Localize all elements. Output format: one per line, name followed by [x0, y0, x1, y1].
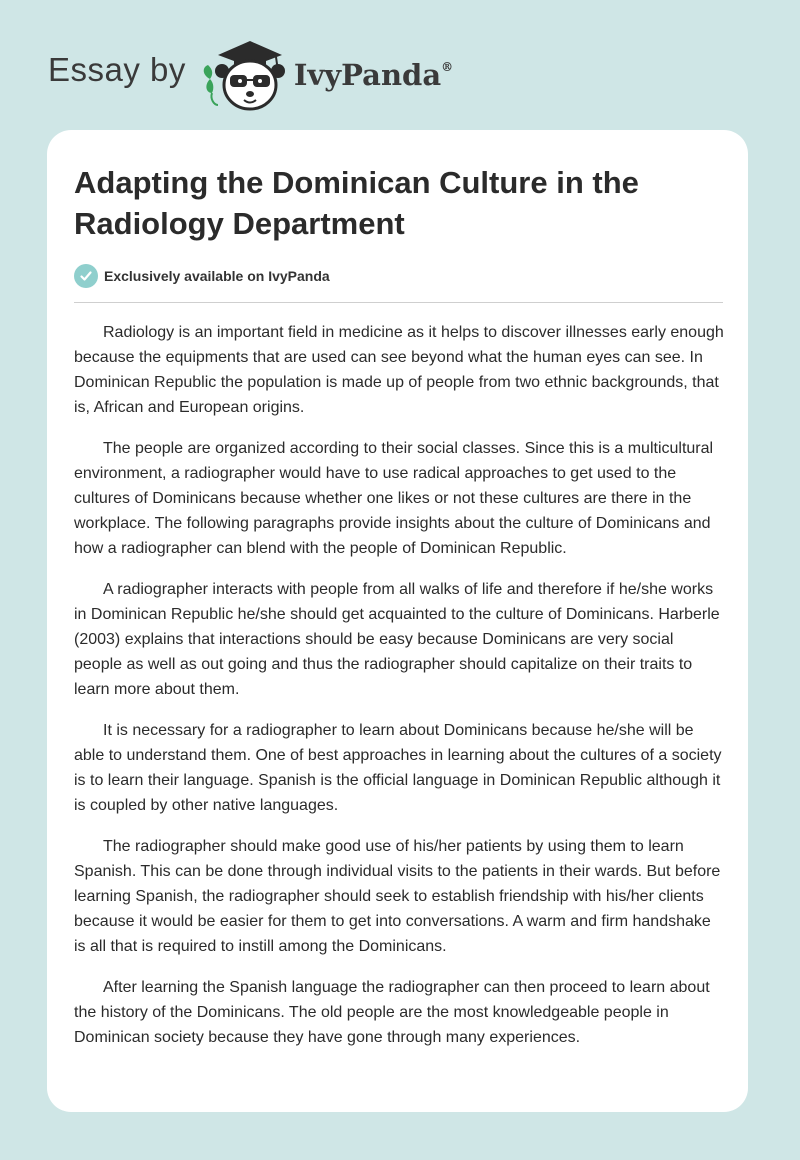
paragraph: A radiographer interacts with people from all walks of life and therefore if he/she works in Dominican Republic he/she should get acquainted to the culture of Dominicans. Harberle (2003) explains that interactions should be easy because Dominicans are very social people as well as out going and thus the radiographer should capitalize on their traits to learn more about them.	[74, 581, 720, 698]
paragraph: The people are organized according to their social classes. Since this is a multicultural environment, a radiographer would have to use radical approaches to get used to the cultures of Dominicans because whether one likes or not these cultures are there in the workplace. The following paragraphs provide insights about the culture of Dominicans and how a radiographer can blend with the people of Dominican Republic.	[74, 440, 714, 557]
essay-by-label: Essay by	[48, 51, 186, 88]
brand-name: IvyPanda®	[293, 58, 454, 92]
paragraph: It is necessary for a radiographer to learn about Dominicans because he/she will be able to understand them. One of best approaches in learning about the cultures of a society is to learn their language. Spanish is the official language in Dominican Republic although it is coupled by other native languages.	[74, 722, 722, 814]
panda-graduate-icon	[200, 35, 288, 113]
ivypanda-logo[interactable]	[200, 35, 453, 113]
exclusive-label: Exclusively available on IvyPanda	[104, 268, 330, 284]
paragraph: The radiographer should make good use of his/her patients by using them to learn Spanish. This can be done through individual visits to the patients in their wards. But before learning Spanish, the radiographer should seek to establish friendship with his/her clients because it would be easier for them to get into conversations. A warm and firm handshake is all that is required to instill among the Dominicans.	[74, 838, 721, 955]
exclusive-badge	[74, 264, 330, 288]
registered-mark: ®	[441, 60, 454, 74]
essay-card	[47, 130, 748, 1112]
essay-title: Adapting the Dominican Culture in the Radiology Department	[74, 165, 639, 241]
divider	[74, 302, 723, 303]
paragraph: Radiology is an important field in medicine as it helps to discover illnesses early enough because the equipments that are used can see beyond what the human eyes can see. In Dominican Republic the population is made up of people from two ethnic backgrounds, that is, African and European origins.	[74, 324, 724, 416]
paragraph: After learning the Spanish language the radiographer can then proceed to learn about the history of the Dominicans. The old people are the most knowledgeable people in Dominican society because they have gone through many experiences.	[74, 979, 710, 1046]
essay-body	[74, 320, 724, 1066]
site-header	[48, 34, 453, 114]
checkmark-icon	[74, 264, 98, 288]
